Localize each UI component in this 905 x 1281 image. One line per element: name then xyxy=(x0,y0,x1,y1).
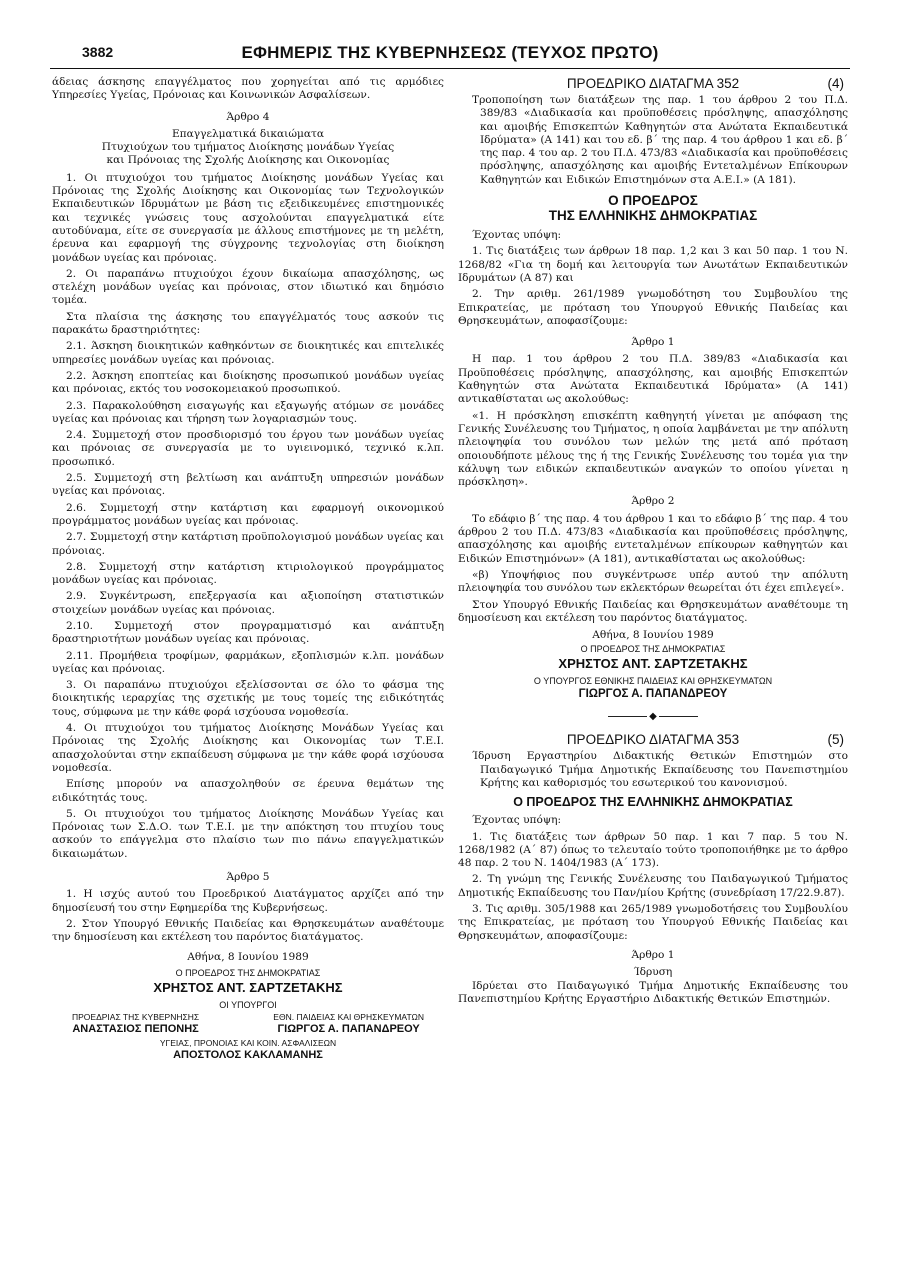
minister-title: Ο ΥΠΟΥΡΓΟΣ ΕΘΝΙΚΗΣ ΠΑΙΔΕΙΑΣ ΚΑΙ ΘΡΗΣΚΕΥΜΑΤΩΝ xyxy=(533,676,773,687)
article-2-heading: Άρθρο 2 xyxy=(631,495,675,508)
minister-block xyxy=(72,1012,199,1035)
list-item: 2.3. Παρακολούθηση εισαγωγής και εξαγωγής ατόμων σε μονάδες υγείας και πρόνοιας και τήρηση των λογαριασμών τους. xyxy=(52,399,444,425)
divider-ornament-icon: ◆ xyxy=(649,711,657,723)
minister-name: ΑΝΑΣΤΑΣΙΟΣ ΠΕΠΟΝΗΣ xyxy=(72,1022,199,1035)
list-item: 2.7. Συμμετοχή στην κατάρτιση προϋπολογισμού μονάδων υγείας και πρόνοιας. xyxy=(52,531,444,557)
right-column xyxy=(458,76,848,1009)
minister-name: ΑΠΟΣΤΟΛΟΣ ΚΑΚΛΑΜΑΝΗΣ xyxy=(173,1048,323,1061)
president-heading-line: ΤΗΣ ΕΛΛΗΝΙΚΗΣ ΔΗΜΟΚΡΑΤΙΑΣ xyxy=(548,208,758,224)
paragraph: Έχοντας υπόψη: xyxy=(472,229,562,242)
page-header xyxy=(50,42,850,69)
paragraph: 2. Τη γνώμη της Γενικής Συνέλευσης του Παιδαγωγικού Τμήματος Δημοτικής Εκπαίδευσης του Παν/μίου Κρήτης (συνεδρίαση 17/22.9.87). xyxy=(458,873,848,899)
paragraph: 4. Οι πτυχιούχοι του τμήματος Διοίκησης Μονάδων Υγείας και Πρόνοιας της Σχολής Διοίκησης και Οικονομίας των Τ.Ε.Ι. απασχολούνται στην εκπαίδευση σύμφωνα με την κάθε φορά ισχύουσα νομοθεσία. xyxy=(52,722,444,774)
minister-name: ΓΙΩΡΓΟΣ Α. ΠΑΠΑΝΔΡΕΟΥ xyxy=(277,1022,420,1035)
decree-number: (4) xyxy=(827,76,844,91)
paragraph: Ιδρύεται στο Παιδαγωγικό Τμήμα Δημοτικής Εκπαίδευσης του Πανεπιστημίου Κρήτης Εργαστήριο Διδακτικής Θετικών Επιστημών. xyxy=(458,979,848,1005)
president-name: ΧΡΗΣΤΟΣ ΑΝΤ. ΣΑΡΤΖΕΤΑΚΗΣ xyxy=(558,656,748,672)
paragraph: 5. Οι πτυχιούχοι του τμήματος Διοίκησης Μονάδων Υγείας και Πρόνοιας των Σ.Δ.Ο. των Τ.Ε.Ι. με την απόκτηση του πτυχίου τους ασκούν το επάγγελμα στο πλαίσιο των πιο πάνω επαγγελματικών δικαιωμάτων. xyxy=(52,807,444,860)
paragraph: 1. Τις διατάξεις των άρθρων 50 παρ. 1 και 7 παρ. 5 του Ν. 1268/1982 (Α΄ 87) όπως το τελευταίο τούτο τροποποιήθηκε με το άρθρο 48 παρ. 2 του Ν. 1404/1983 (Α΄ 173). xyxy=(458,830,848,870)
list-item: 2.1. Άσκηση διοικητικών καθηκόντων σε διοικητικές και επιτελικές υπηρεσίες μονάδων υγείας και πρόνοιας. xyxy=(52,340,444,366)
signature-date: Αθήνα, 8 Ιουνίου 1989 xyxy=(592,629,714,642)
president-heading xyxy=(458,193,848,223)
paragraph: Το εδάφιο β΄ της παρ. 4 του άρθρου 1 και το εδάφιο β΄ της παρ. 4 του άρθρου 2 του Π.Δ. 473/83 «Διαδικασία και προϋποθέσεις πρόσληψης, απασχόλησης και αμοιβής εντεταλμένων επίκουρων καθηγητών και Ειδικών Επιστημόνων» (Α 181), αντικαθίσταται ως ακολούθως: xyxy=(458,512,848,565)
list-item: 2.2. Άσκηση εποπτείας και διοίκησης προσωπικού μονάδων υγείας και πρόνοιας, εκτός του νοσοκομειακού προσωπικού. xyxy=(52,369,444,396)
minister-block xyxy=(273,1012,424,1035)
intro-paragraph: άδειας άσκησης επαγγέλματος που χορηγείται από τις αρμόδιες Υπηρεσίες Υγείας, Πρόνοιας και Κοινωνικών Ασφαλίσεων. xyxy=(52,76,444,102)
paragraph: 2. Την αριθμ. 261/1989 γνωμοδότηση του Συμβουλίου της Επικρατείας, με πρόταση του Υπουργού Εθνικής Παιδείας και Θρησκευμάτων, αποφασίζουμε: xyxy=(458,288,848,327)
paragraph: 1. Τις διατάξεις των άρθρων 18 παρ. 1,2 και 3 και 50 παρ. 1 του Ν. 1268/82 «Για τη δομή και λειτουργία των Ανωτάτων Εκπαιδευτικών Ιδρυμάτων (Α 87) και xyxy=(458,245,848,284)
gazette-title: ΕΦΗΜΕΡΙΣ ΤΗΣ ΚΥΒΕΡΝΗΣΕΩΣ (ΤΕΥΧΟΣ ΠΡΩΤΟ) xyxy=(241,43,659,62)
decree-subject: Τροποποίηση των διατάξεων της παρ. 1 του άρθρου 2 του Π.Δ. 389/83 «Διαδικασία και προϋποθέσεις πρόσληψης, απασχόλησης και αμοιβής Επισκεπτών Καθηγητών στα Ανώτατα Εκπαιδευτικά Ιδρύματα» (Α 141) και του εδ. β΄ της παρ. 4 του άρθρου 1 και εδ. β΄ της παρ. 4 του αρ. 2 του Π.Δ. 473/83 «Διαδικασία και προϋποθέσεις πρόσληψης, απασχόλησης και αμοιβής Εντεταλμένων Επίκουρων Καθηγητών και Ειδικών Επιστημόνων στα Α.Ε.Ι.» (Α 181). xyxy=(472,94,848,186)
paragraph: 2. Στον Υπουργό Εθνικής Παιδείας και Θρησκευμάτων αναθέτουμε την δημοσίευση και εκτέλεση του παρόντος διατάγματος. xyxy=(52,917,444,944)
article-1-heading: Άρθρο 1 xyxy=(631,948,675,961)
ministers-grid xyxy=(72,1012,424,1035)
president-heading: Ο ΠΡΟΕΔΡΟΣ ΤΗΣ ΕΛΛΗΝΙΚΗΣ ΔΗΜΟΚΡΑΤΙΑΣ xyxy=(513,795,793,810)
minister-name: ΓΙΩΡΓΟΣ Α. ΠΑΠΑΝΔΡΕΟΥ xyxy=(578,688,728,701)
list-item: 2.11. Προμήθεια τροφίμων, φαρμάκων, εξοπλισμών κ.λπ. μονάδων υγείας και πρόνοιας. xyxy=(52,649,444,675)
paragraph: 3. Οι παραπάνω πτυχιούχοι εξελίσσονται σε όλο το φάσμα της διοικητικής ιεραρχίας της σχετικής με τους τομείς της ειδικότητάς τους, σύμφωνα με την κάθε φορά ισχύουσα νομοθεσία. xyxy=(52,679,444,718)
article-subtitle: Ίδρυση xyxy=(633,966,673,979)
decree-title: ΠΡΟΕΔΡΙΚΟ ΔΙΑΤΑΓΜΑ 352 xyxy=(566,76,740,91)
list-item: 2.5. Συμμετοχή στη βελτίωση και ανάπτυξη υπηρεσιών μονάδων υγείας και πρόνοιας. xyxy=(52,472,444,498)
decree-number: (5) xyxy=(827,732,844,748)
minister-title: ΥΓΕΙΑΣ, ΠΡΟΝΟΙΑΣ ΚΑΙ ΚΟΙΝ. ΑΣΦΑΛΙΣΕΩΝ xyxy=(159,1037,337,1048)
paragraph: 2. Οι παραπάνω πτυχιούχοι έχουν δικαίωμα απασχόλησης, ως στελέχη μονάδων υγείας και πρόνοιας, στον ιδιωτικό και δημόσιο τομέα. xyxy=(52,267,444,307)
article-4-subtitle: Επαγγελματικά δικαιώματα xyxy=(171,127,325,140)
article-1-heading: Άρθρο 1 xyxy=(631,336,675,349)
decree-title: ΠΡΟΕΔΡΙΚΟ ΔΙΑΤΑΓΜΑ 353 xyxy=(566,732,740,748)
paragraph: Στον Υπουργό Εθνικής Παιδείας και Θρησκευμάτων αναθέτουμε τη δημοσίευση και εκτέλεση του παρόντος διατάγματος. xyxy=(458,598,848,624)
list-item: 2.6. Συμμετοχή στην κατάρτιση και εφαρμογή οικονομικού προγράμματος μονάδων υγείας και πρόνοιας. xyxy=(52,501,444,527)
article-5-heading: Άρθρο 5 xyxy=(226,871,270,884)
paragraph: Η παρ. 1 του άρθρου 2 του Π.Δ. 389/83 «Διαδικασία και Προϋποθέσεις πρόσληψης, απασχόλησης, και αμοιβής Επισκεπτών Καθηγητών στα Ανώτατα Εκπαιδευτικά Ιδρύματα» (Α 141) αντικαθίσταται ως ακολούθως: xyxy=(458,353,848,406)
ministers-label: ΟΙ ΥΠΟΥΡΓΟΙ xyxy=(219,999,277,1010)
president-title: Ο ΠΡΟΕΔΡΟΣ ΤΗΣ ΔΗΜΟΚΡΑΤΙΑΣ xyxy=(580,644,726,655)
decree-352-heading xyxy=(458,76,848,91)
decree-353-heading xyxy=(458,732,848,747)
paragraph: Επίσης μπορούν να απασχοληθούν σε έρευνα θεμάτων της ειδικότητάς τους. xyxy=(52,778,444,804)
list-item: 2.8. Συμμετοχή στην κατάρτιση κτιριολογικού προγράμματος μονάδων υγείας και πρόνοιας. xyxy=(52,560,444,587)
paragraph: 1. Οι πτυχιούχοι του τμήματος Διοίκησης μονάδων Υγείας και Πρόνοιας της Σχολής Διοίκησης και Οικονομίας των Τεχνολογικών Εκπαιδευτικών Ιδρυμάτων με βάση τις εξειδικευμένες επιστημονικές και τεχνικές γνώσεις τους ασχολούνται επαγγελματικά είτε αυτοδύναμα, είτε σε συνεργασία με άλλους επιστήμονες με τη μελέτη, έρευνα και εφαρμογή της σύγχρονης τεχνολογίας στη διοίκηση μονάδων υγείας και πρόνοιας. xyxy=(52,171,444,264)
quoted-paragraph: «β) Υποψήφιος που συγκέντρωσε υπέρ αυτού την απόλυτη πλειοψηφία του συνόλου των εκλεκτόρων θεωρείται ότι έχει επιλεγεί». xyxy=(458,568,848,595)
signature-date: Αθήνα, 8 Ιουνίου 1989 xyxy=(187,950,309,963)
minister-title: ΠΡΟΕΔΡΙΑΣ ΤΗΣ ΚΥΒΕΡΝΗΣΗΣ xyxy=(72,1011,200,1022)
president-title: Ο ΠΡΟΕΔΡΟΣ ΤΗΣ ΔΗΜΟΚΡΑΤΙΑΣ xyxy=(175,967,321,978)
list-item: 2.4. Συμμετοχή στον προσδιορισμό του έργου των μονάδων υγείας και πρόνοιας σε συνεργασία με το υγιεινομικό, τεχνικό κ.λπ. προσωπικό. xyxy=(52,429,444,468)
article-4-subtitle-2: Πτυχιούχων του τμήματος Διοίκησης μονάδων Υγείας και Πρόνοιας της Σχολής Διοίκησης και Οικονομίας xyxy=(101,141,395,167)
paragraph: Στα πλαίσια της άσκησης του επαγγέλματός τους ασκούν τις παρακάτω δραστηριότητες: xyxy=(52,310,444,337)
article-4-heading: Άρθρο 4 xyxy=(226,110,270,123)
minister-block xyxy=(52,1038,444,1061)
paragraph: 3. Τις αριθμ. 305/1988 και 265/1989 γνωμοδοτήσεις του Συμβουλίου της Επικρατείας, με πρόταση του Υπουργού Εθνικής Παιδείας και Θρησκευμάτων, αποφασίζουμε: xyxy=(458,903,848,942)
list-item: 2.10. Συμμετοχή στον προγραμματισμό και ανάπτυξη δραστηριοτήτων μονάδων υγείας και πρόνοιας. xyxy=(52,619,444,646)
page-number: 3882 xyxy=(82,44,114,60)
minister-title: ΕΘΝ. ΠΑΙΔΕΙΑΣ ΚΑΙ ΘΡΗΣΚΕΥΜΑΤΩΝ xyxy=(273,1011,424,1022)
quoted-paragraph: «1. Η πρόσκληση επισκέπτη καθηγητή γίνεται με απόφαση της Γενικής Συνέλευσης του Τμήματος, η οποία λαμβάνεται με την απόλυτη πλειοψηφία του συνόλου των μελών της μετά από πρόταση οποιουδήποτε μέλους της ή της Γενικής Συνέλευσης του τομέα για την κάλυψη των ειδικών εκπαιδευτικών αναγκών το οποίου γίνεται η πρόσκληση». xyxy=(458,409,848,489)
paragraph: Έχοντας υπόψη: xyxy=(472,814,562,827)
president-name: ΧΡΗΣΤΟΣ ΑΝΤ. ΣΑΡΤΖΕΤΑΚΗΣ xyxy=(153,979,343,995)
list-item: 2.9. Συγκέντρωση, επεξεργασία και αξιοποίηση στατιστικών στοιχείων μονάδων υγείας και πρόνοιας. xyxy=(52,590,444,616)
decree-subject: Ίδρυση Εργαστηρίου Διδακτικής Θετικών Επιστημών στο Παιδαγωγικό Τμήμα Δημοτικής Εκπαίδευσης του Πανεπιστημίου Κρήτης και καθορισμός του εσωτερικού του κανονισμού. xyxy=(472,750,848,789)
paragraph: 1. Η ισχύς αυτού του Προεδρικού Διατάγματος αρχίζει από την δημοσίευσή του στην Εφημερίδα της Κυβερνήσεως. xyxy=(52,888,444,914)
section-divider xyxy=(458,710,848,722)
left-column xyxy=(52,76,444,1061)
president-heading-line: Ο ΠΡΟΕΔΡΟΣ xyxy=(608,193,698,209)
